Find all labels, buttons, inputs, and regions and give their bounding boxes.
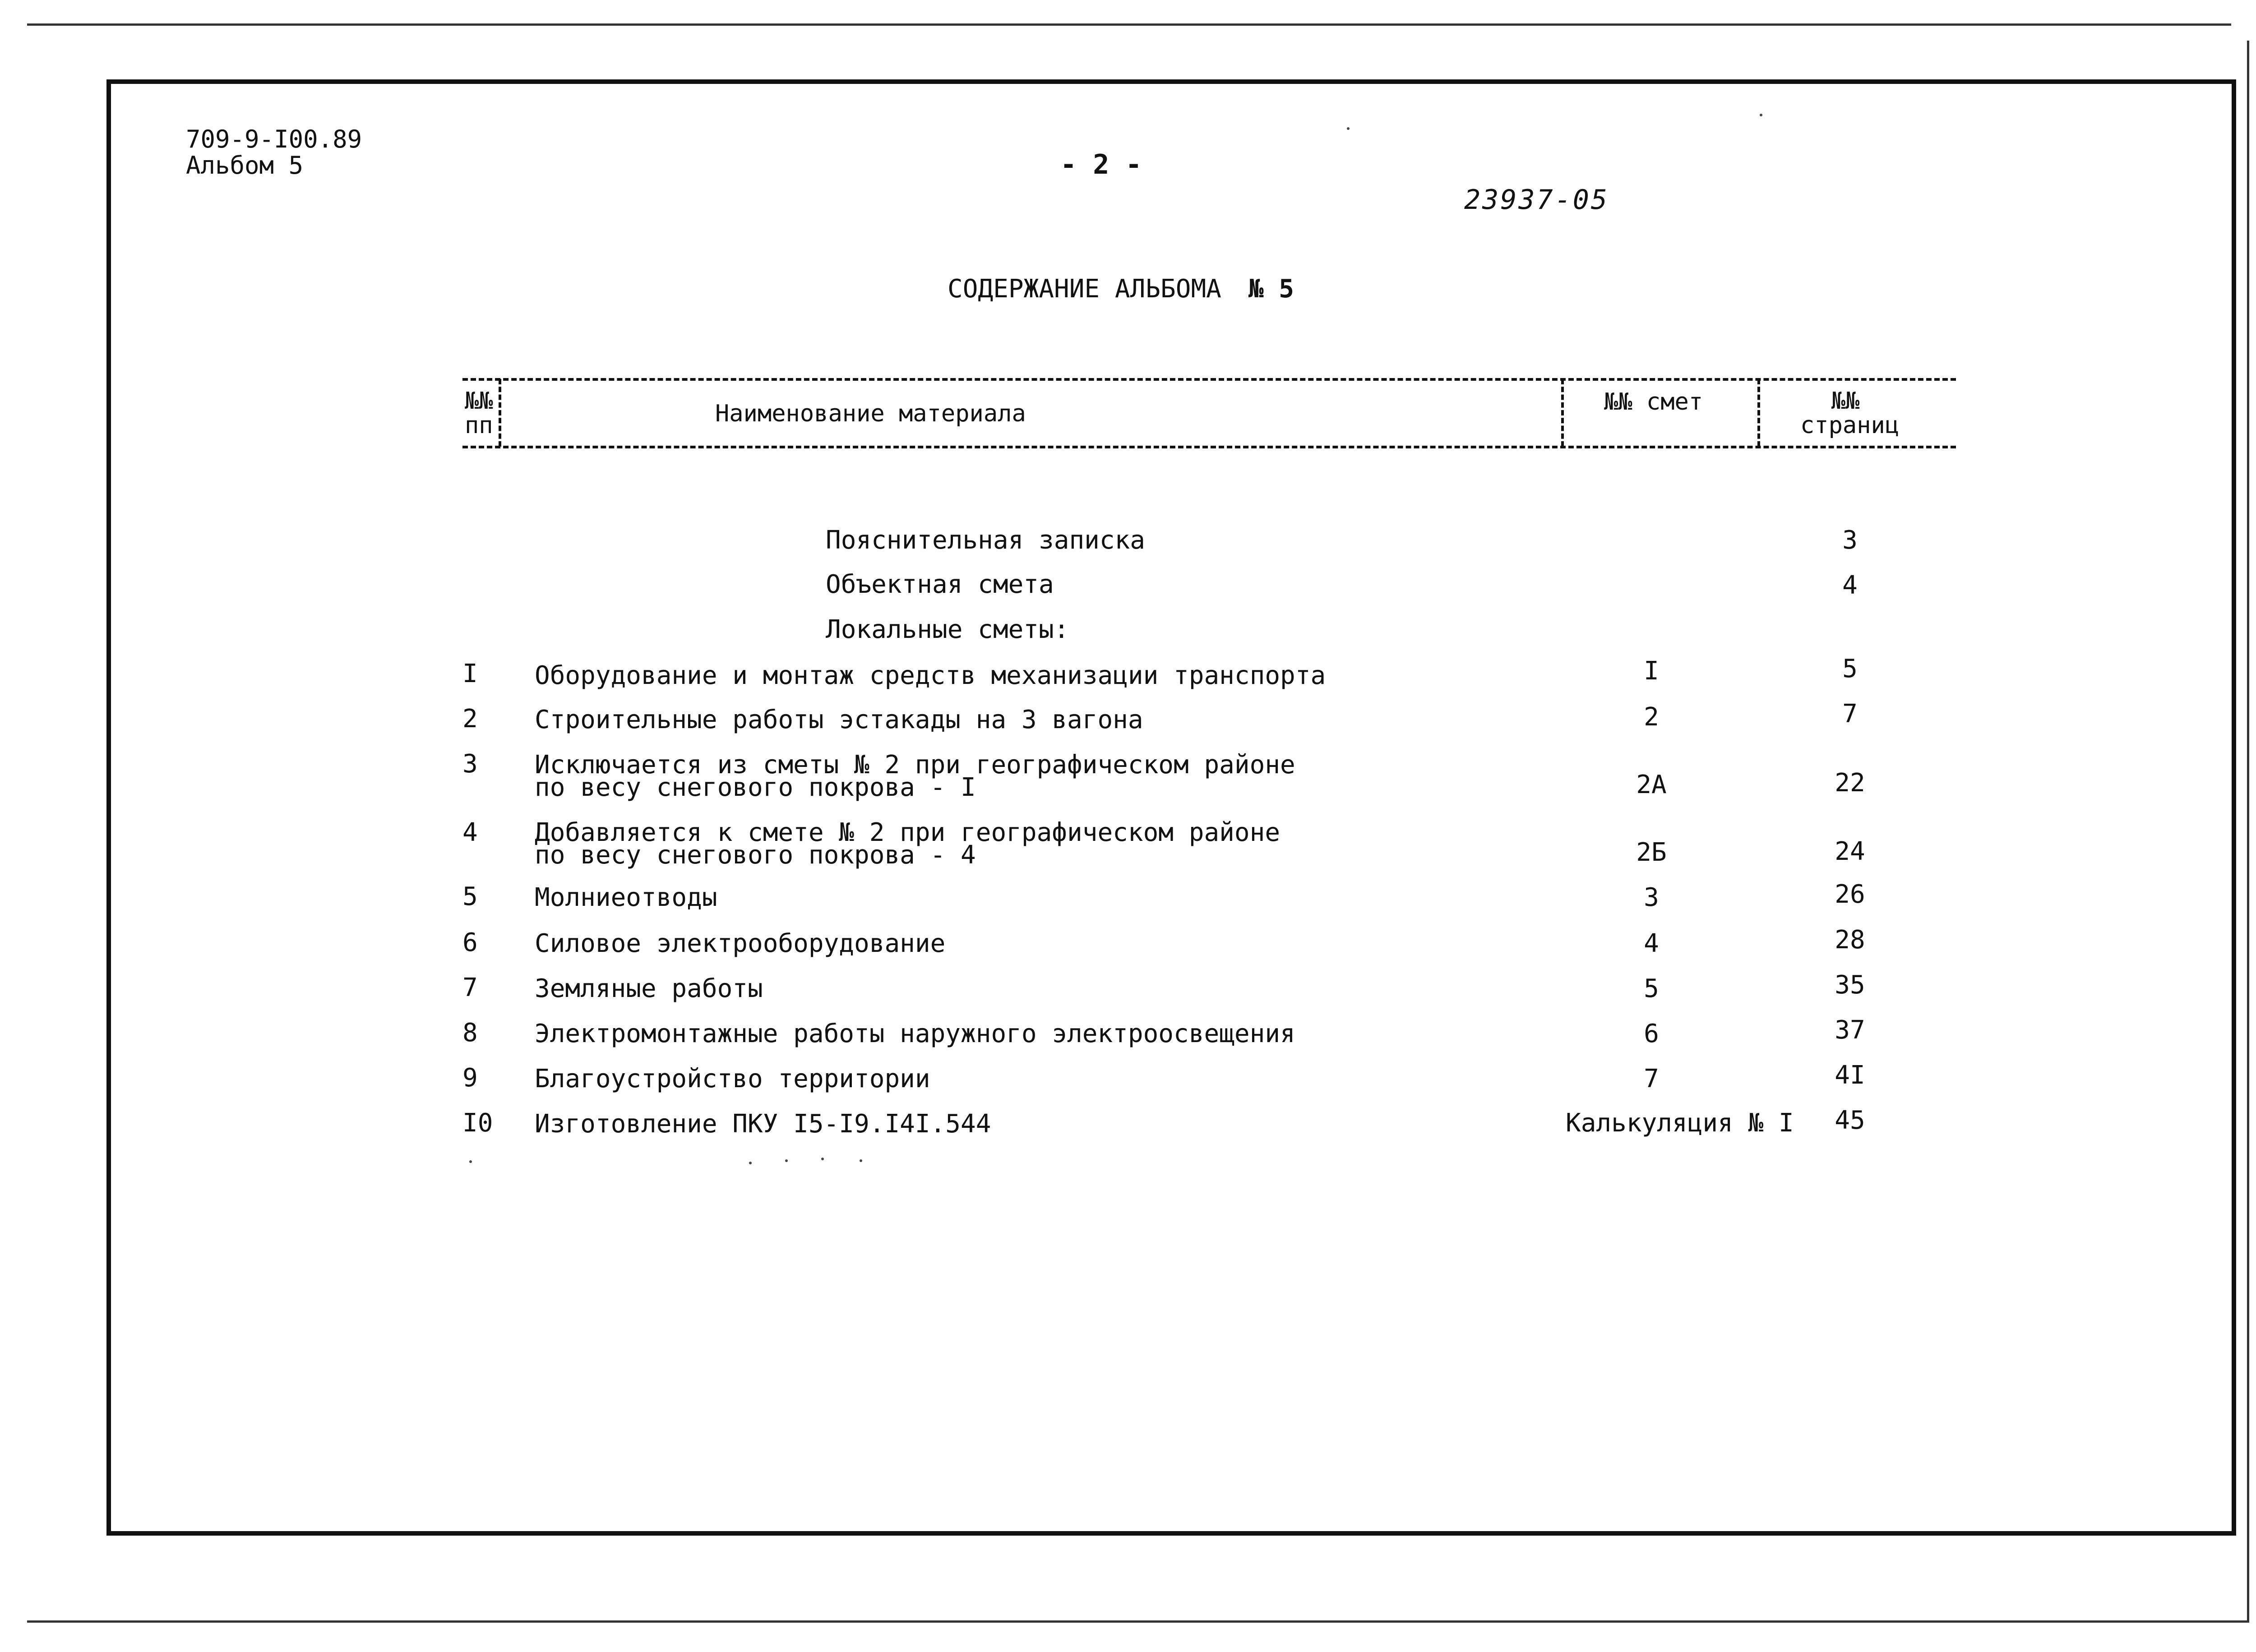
row-name: Добавляется к смете № 2 при географическом районе xyxy=(535,818,1281,847)
row-name: Оборудование и монтаж средств механизации транспорта xyxy=(535,661,1326,690)
intro-item-name: Объектная смета xyxy=(826,570,1054,599)
header-divider-2 xyxy=(1561,379,1564,447)
row-name: Силовое электрооборудование xyxy=(535,929,946,958)
header-num-line2: пп xyxy=(465,412,493,439)
row-name-continuation: по весу снегового покрова - I xyxy=(535,773,976,802)
header-name: Наименование материала xyxy=(715,400,1026,427)
header-pages-line1: №№ xyxy=(1831,388,1860,415)
row-smeta: 2А xyxy=(1636,770,1667,799)
page-title xyxy=(948,274,1294,304)
row-number: 9 xyxy=(462,1063,478,1093)
header-divider-3 xyxy=(1757,379,1760,447)
intro-item-name: Пояснительная записка xyxy=(826,526,1146,555)
row-name: Благоустройство территории xyxy=(535,1064,930,1094)
header-smeta: №№ смет xyxy=(1604,388,1703,415)
scan-speck xyxy=(1760,114,1762,116)
row-name: Строительные работы эстакады на 3 вагона xyxy=(535,705,1143,734)
row-smeta: Калькуляция № I xyxy=(1566,1108,1794,1138)
row-page: 28 xyxy=(1835,925,1865,955)
header-divider-1 xyxy=(499,379,501,447)
scan-speck xyxy=(785,1159,788,1162)
title-number: № 5 xyxy=(1248,274,1294,304)
row-page: 5 xyxy=(1842,654,1858,683)
row-number: 2 xyxy=(462,704,478,734)
page-number: - 2 - xyxy=(1060,149,1142,180)
row-smeta: 2Б xyxy=(1636,838,1667,867)
sheet-right-edge xyxy=(2247,41,2249,1622)
scan-speck xyxy=(749,1162,752,1164)
row-page: 45 xyxy=(1835,1106,1865,1135)
row-number: 3 xyxy=(462,749,478,779)
inventory-number: 23937-05 xyxy=(1464,184,1609,216)
row-page: 26 xyxy=(1835,880,1865,909)
row-number: 4 xyxy=(462,818,478,847)
header-num-line1: №№ xyxy=(465,388,493,415)
row-smeta: 7 xyxy=(1644,1064,1659,1094)
row-smeta: 5 xyxy=(1644,974,1659,1003)
row-number: 5 xyxy=(462,882,478,911)
row-number: I xyxy=(462,659,478,688)
row-name: Исключается из сметы № 2 при географическом районе xyxy=(535,750,1295,780)
row-number: I0 xyxy=(462,1108,493,1138)
row-smeta: 2 xyxy=(1644,702,1659,732)
header-bottom-rule xyxy=(462,446,1956,448)
row-page: 7 xyxy=(1842,699,1858,729)
row-page: 22 xyxy=(1835,768,1865,798)
row-name: Изготовление ПКУ I5-I9.I4I.544 xyxy=(535,1109,991,1139)
header-num xyxy=(465,389,493,438)
row-smeta: 4 xyxy=(1644,929,1659,958)
intro-item-name: Локальные сметы: xyxy=(826,615,1069,644)
album-label: Альбом 5 xyxy=(186,151,304,180)
row-number: 6 xyxy=(462,928,478,957)
sheet-top-edge xyxy=(27,23,2231,26)
header-pages xyxy=(1800,388,1900,439)
row-name-continuation: по весу снегового покрова - 4 xyxy=(535,840,976,870)
row-smeta: 6 xyxy=(1644,1019,1659,1048)
scan-speck xyxy=(860,1159,862,1162)
row-number: 7 xyxy=(462,973,478,1002)
row-smeta: 3 xyxy=(1644,883,1659,912)
title-text: СОДЕРЖАНИЕ АЛЬБОМА xyxy=(948,274,1221,304)
row-smeta: I xyxy=(1644,656,1659,686)
row-name: Электромонтажные работы наружного электроосвещения xyxy=(535,1019,1295,1048)
scan-speck xyxy=(469,1160,472,1163)
header-top-rule xyxy=(462,378,1956,381)
row-number: 8 xyxy=(462,1018,478,1047)
document-code: 709-9-I00.89 xyxy=(186,125,362,153)
scan-speck xyxy=(1347,127,1350,130)
header-pages-line2: страниц xyxy=(1800,412,1900,439)
row-page: 24 xyxy=(1835,837,1865,866)
intro-item-page: 3 xyxy=(1842,526,1858,555)
row-name: Молниеотводы xyxy=(535,883,717,912)
row-page: 37 xyxy=(1835,1015,1865,1045)
row-page: 4I xyxy=(1835,1061,1865,1090)
row-name: Земляные работы xyxy=(535,974,763,1003)
intro-item-page: 4 xyxy=(1842,571,1858,600)
scan-speck xyxy=(821,1158,824,1160)
row-page: 35 xyxy=(1835,970,1865,1000)
document-stamp xyxy=(186,126,362,179)
sheet-bottom-edge xyxy=(27,1620,2249,1623)
